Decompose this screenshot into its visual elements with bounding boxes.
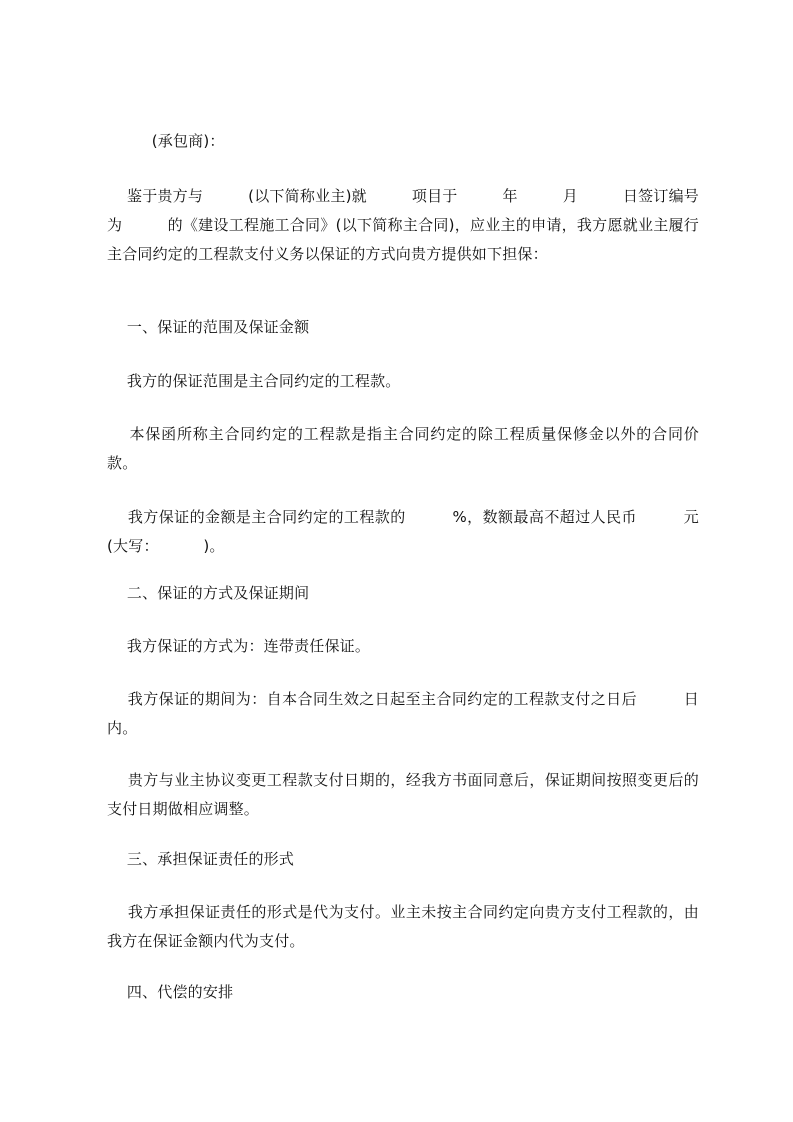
section-2-paragraph-3: 贵方与业主协议变更工程款支付日期的，经我方书面同意后，保证期间按照变更后的支付日期做相应调整。 (107, 771, 700, 818)
section-2-heading: 二、保证的方式及保证期间 (107, 584, 310, 602)
section-1-paragraph-3: 我方保证的金额是主合同约定的工程款的 %，数额最高不超过人民币 元(大写： )。 (107, 508, 700, 555)
section-3-paragraph-1: 我方承担保证责任的形式是代为支付。业主未按主合同约定向贵方支付工程款的，由我方在保证金额内代为支付。 (107, 903, 700, 950)
section-2-paragraph-2: 我方保证的期间为：自本合同生效之日起至主合同约定的工程款支付之日后 日内。 (107, 690, 699, 737)
section-2-paragraph-1: 我方保证的方式为：连带责任保证。 (107, 637, 371, 655)
section-1-paragraph-1: 我方的保证范围是主合同约定的工程款。 (107, 372, 401, 390)
salutation-line: (承包商)： (107, 132, 225, 150)
intro-paragraph: 鉴于贵方与 (以下简称业主)就 项目于 年 月 日签订编号为 的《建设工程施工合同》(以下简称主合同)，应业主的申请，我方愿就业主履行主合同约定的工程款支付义务以保证的方式向贵方提供如下担保： (107, 187, 700, 263)
section-3-heading: 三、承担保证责任的形式 (107, 850, 295, 868)
section-4-heading: 四、代偿的安排 (107, 983, 234, 1001)
section-1-paragraph-2: 本保函所称主合同约定的工程款是指主合同约定的除工程质量保修金以外的合同价款。 (107, 425, 699, 472)
section-1-heading: 一、保证的范围及保证金额 (107, 318, 310, 336)
